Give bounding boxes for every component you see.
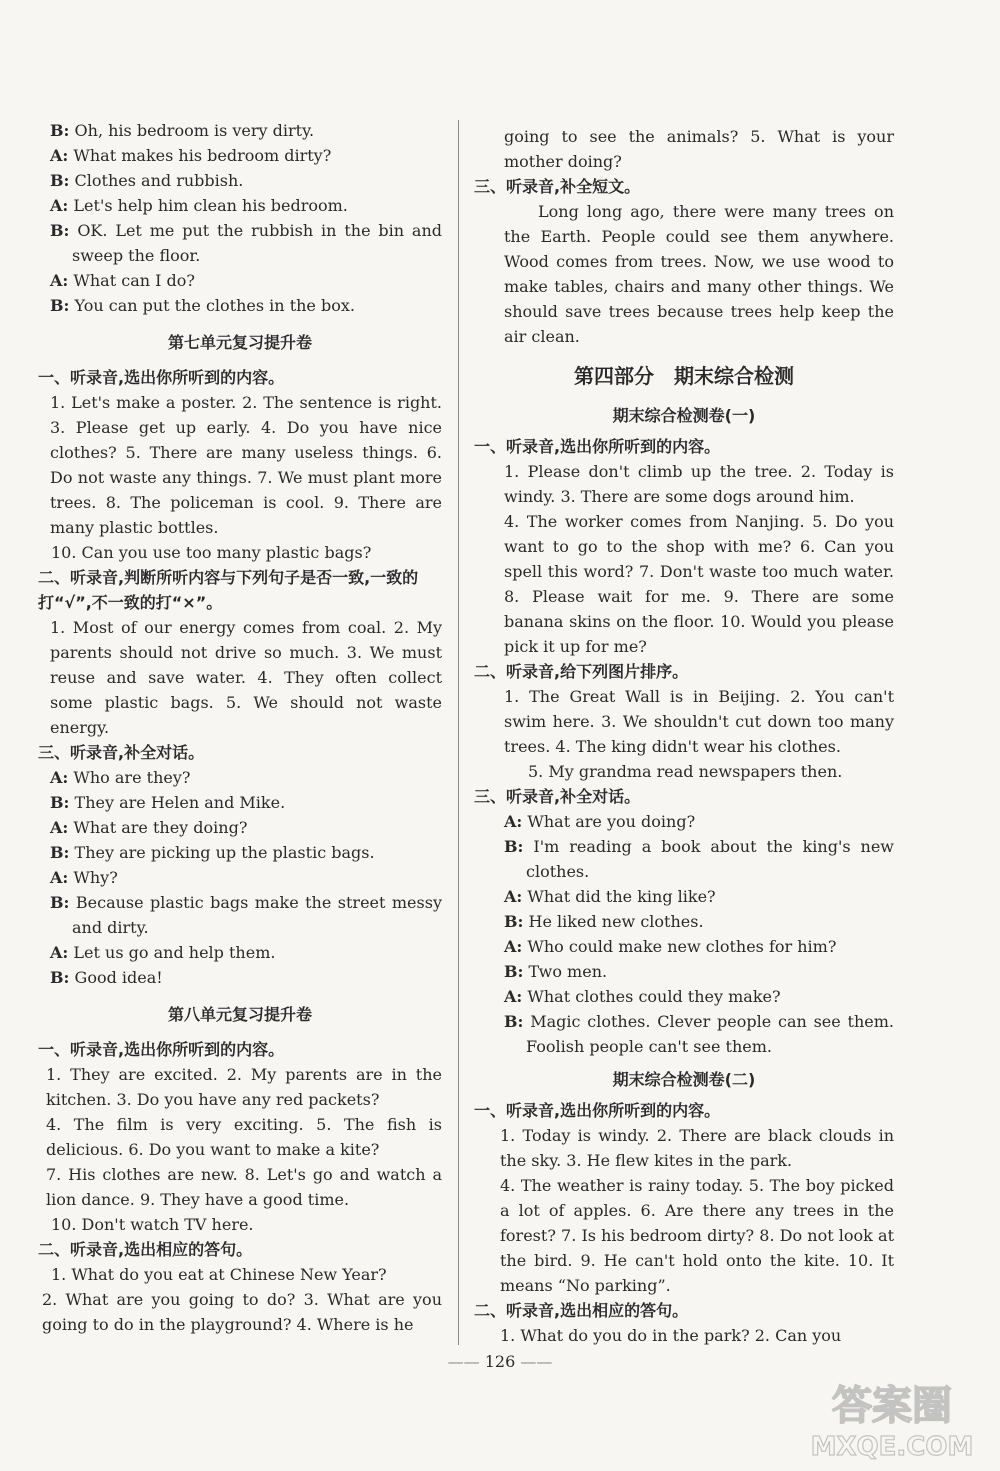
continued-text: going to see the animals? 5. What is your mother doing? xyxy=(504,127,894,171)
dialogue-line: A: What makes his bedroom dirty? xyxy=(50,146,332,165)
unit8-section2-line1: 1. What do you eat at Chinese New Year? xyxy=(51,1265,387,1284)
dialogue-line: A: What can I do? xyxy=(50,271,195,290)
unit7-section1-heading: 一、听录音,选出你所听到的内容。 xyxy=(38,368,285,387)
dialogue-line: A: What clothes could they make? xyxy=(504,987,781,1006)
test2-section1-text: 1. Today is windy. 2. There are black clouds in the sky. 3. He flew kites in the park. xyxy=(500,1126,894,1170)
dialogue-line: B: OK. Let me put the rubbish in the bin and sweep the floor. xyxy=(50,221,443,265)
section3-heading: 三、听录音,补全短文。 xyxy=(474,177,641,196)
dialogue-line: A: What are you doing? xyxy=(504,812,696,831)
unit8-section1-text: 1. They are excited. 2. My parents are in the kitchen. 3. Do you have any red packets? xyxy=(46,1065,442,1109)
page-number-value: 126 xyxy=(484,1352,516,1371)
unit8-section2-heading: 二、听录音,选出相应的答句。 xyxy=(38,1240,253,1259)
unit7-title: 第七单元复习提升卷 xyxy=(167,333,312,352)
test1-section2-heading: 二、听录音,给下列图片排序。 xyxy=(474,662,689,681)
test1-section1-heading: 一、听录音,选出你所听到的内容。 xyxy=(474,437,721,456)
passage: Long long ago, there were many trees on the Earth. People could see them anywhere. Wood comes from trees. Now, we use wood to make tables, chairs and many other things. We should save trees because trees help keep the air clean. xyxy=(504,202,894,346)
unit8-section1-heading: 一、听录音,选出你所听到的内容。 xyxy=(38,1040,285,1059)
dialogue-line: B: Because plastic bags make the street messy and dirty. xyxy=(50,893,442,937)
dialogue-line: A: Let us go and help them. xyxy=(50,943,276,962)
test1-section1-text2: 4. The worker comes from Nanjing. 5. Do you want to go to the shop with me? 6. Can you spell this word? 7. Don't waste too much water. 8. Please wait for me. 9. There are some banana skins on the floor. 10. Would you please pick it up for me? xyxy=(504,512,894,656)
dialogue-line: A: What are they doing? xyxy=(50,818,248,837)
unit7-section1-text: 1. Let's make a poster. 2. The sentence is right. 3. Please get up early. 4. Do you have nice clothes? 5. There are many useless things. 6. Do not waste any things. 7. We must plant more trees. 8. The policeman is cool. 9. There are many plastic bottles. xyxy=(50,393,442,537)
dialogue-line: B: Clothes and rubbish. xyxy=(50,171,244,190)
page-number-dash-left: —— xyxy=(447,1352,485,1371)
dialogue-line: A: What did the king like? xyxy=(504,887,716,906)
unit8-section1-text2: 4. The film is very exciting. 5. The fish is delicious. 6. Do you want to make a kite? xyxy=(46,1115,442,1159)
test2-section1-text2: 4. The weather is rainy today. 5. The boy picked a lot of apples. 6. Are there any trees in the forest? 7. Is his bedroom dirty? 8. Do not look at the bird. 9. He can't hold onto the kite. 10. It means “No parking”. xyxy=(500,1176,894,1295)
dialogue-line: A: Who could make new clothes for him? xyxy=(504,937,837,956)
test1-section3-heading: 三、听录音,补全对话。 xyxy=(474,787,641,806)
page-number-dash-right: —— xyxy=(520,1352,553,1371)
dialogue-line: B: Two men. xyxy=(504,962,608,981)
dialogue-line: A: Who are they? xyxy=(50,768,191,787)
part4-title: 第四部分 期末综合检测 xyxy=(574,364,794,388)
dialogue-line: B: I'm reading a book about the king's new clothes. xyxy=(504,837,894,881)
test1-section1-text: 1. Please don't climb up the tree. 2. Today is windy. 3. There are some dogs around him. xyxy=(504,462,894,506)
dialogue-line: B: You can put the clothes in the box. xyxy=(50,296,355,315)
right-column xyxy=(474,124,894,1348)
svg-text:答案圈: 答案圈 xyxy=(832,1383,952,1429)
test1-section2-last: 5. My grandma read newspapers then. xyxy=(528,762,843,781)
dialogue-line: A: Let's help him clean his bedroom. xyxy=(50,196,348,215)
watermark-logo xyxy=(792,1369,992,1465)
unit8-section1-text3: 7. His clothes are new. 8. Let's go and watch a lion dance. 9. They have a good time. xyxy=(46,1165,442,1209)
test1-title: 期末综合检测卷(一) xyxy=(612,406,756,425)
unit8-section1-last: 10. Don't watch TV here. xyxy=(51,1215,254,1234)
unit8-title: 第八单元复习提升卷 xyxy=(167,1005,312,1024)
unit7-section1-last: 10. Can you use too many plastic bags? xyxy=(51,543,372,562)
dialogue-line: B: Magic clothes. Clever people can see them. Foolish people can't see them. xyxy=(504,1012,894,1056)
unit8-section2-text: 2. What are you going to do? 3. What are you going to do in the playground? 4. Where is he xyxy=(42,1290,442,1334)
test2-section2-heading: 二、听录音,选出相应的答句。 xyxy=(474,1301,689,1320)
test1-section2-text: 1. The Great Wall is in Beijing. 2. You can't swim here. 3. We shouldn't cut down too many trees. 4. The king didn't wear his clothes. xyxy=(504,687,894,756)
test2-section1-heading: 一、听录音,选出你所听到的内容。 xyxy=(474,1101,721,1120)
left-column xyxy=(38,118,442,1337)
svg-text:MXQE.COM: MXQE.COM xyxy=(810,1432,974,1462)
test1-dialogue xyxy=(474,809,894,1059)
top-dialogue xyxy=(38,118,442,318)
dialogue-line: B: He liked new clothes. xyxy=(504,912,704,931)
dialogue-line: B: They are Helen and Mike. xyxy=(50,793,286,812)
column-divider xyxy=(458,120,459,1345)
unit7-dialogue xyxy=(38,765,442,990)
test2-section2-text: 1. What do you do in the park? 2. Can you xyxy=(500,1326,842,1345)
unit7-section2-text: 1. Most of our energy comes from coal. 2. My parents should not drive so much. 3. We must reuse and save water. 4. They often collect some plastic bags. 5. We should not waste energy. xyxy=(50,618,442,737)
dialogue-line: B: Good idea! xyxy=(50,968,163,987)
unit7-section2-heading: 二、听录音,判断所听内容与下列句子是否一致,一致的打“√”,不一致的打“×”。 xyxy=(38,568,419,612)
unit7-section3-heading: 三、听录音,补全对话。 xyxy=(38,743,205,762)
dialogue-line: B: They are picking up the plastic bags. xyxy=(50,843,375,862)
dialogue-line: A: Why? xyxy=(50,868,118,887)
dialogue-line: B: Oh, his bedroom is very dirty. xyxy=(50,121,315,140)
test2-title: 期末综合检测卷(二) xyxy=(612,1070,756,1089)
